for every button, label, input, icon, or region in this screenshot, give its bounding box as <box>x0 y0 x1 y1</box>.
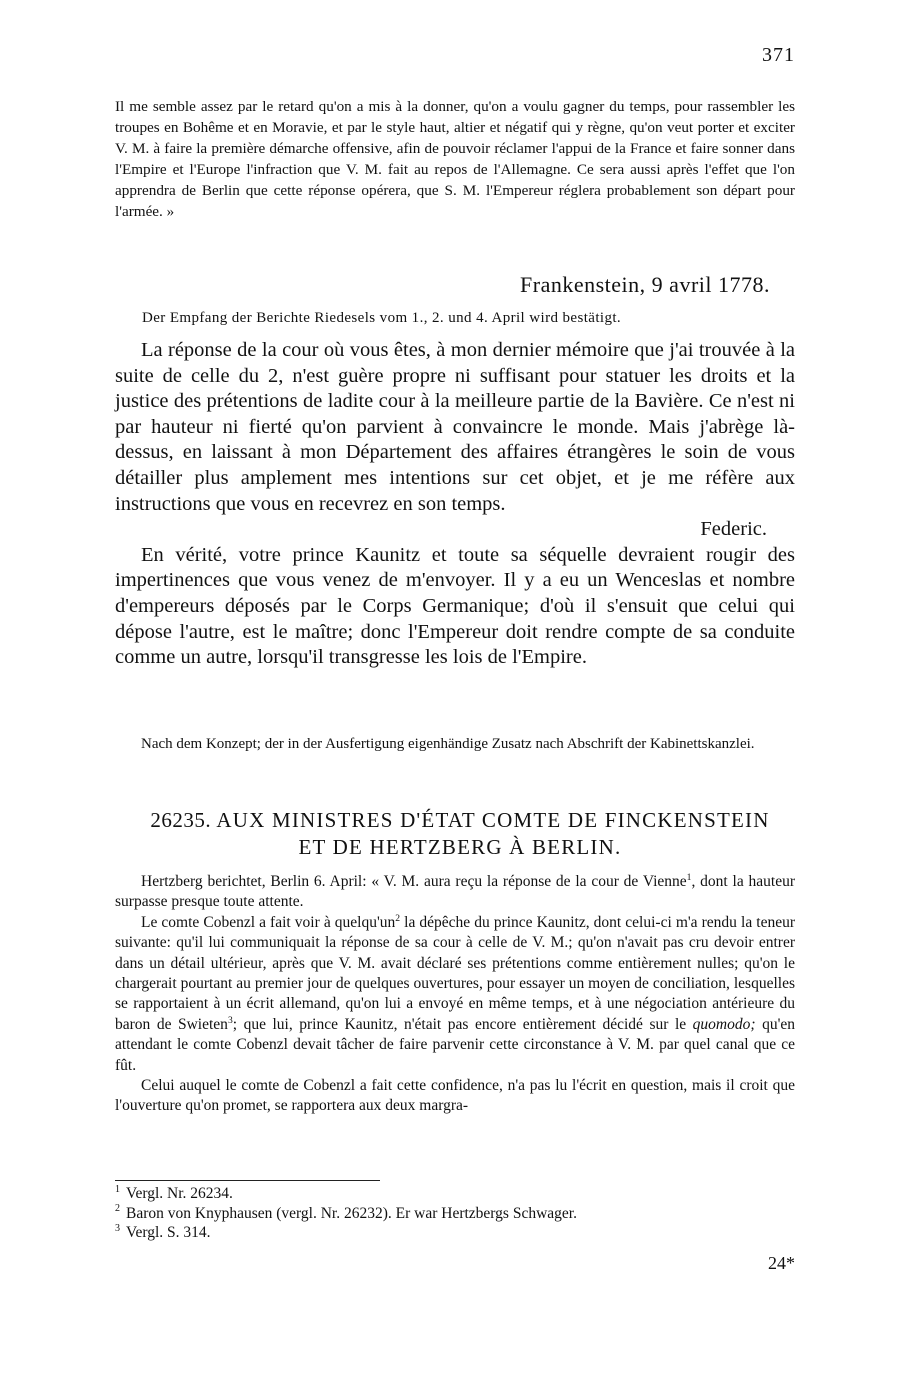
receipt-note: Der Empfang der Berichte Riedesels vom 1., 2. und 4. April wird bestätigt. <box>142 310 622 326</box>
footnote: $^1$ Vergl. Nr. 26234. <box>115 1183 233 1202</box>
footnote: $^2$ Baron von Knyphausen (vergl. Nr. 26232). Er war Hertzbergs Schwager. <box>115 1203 577 1222</box>
report-paragraph-3: Celui auquel le comte de Cobenzl a fait cette confidence, n'a pas lu l'écrit en question, mais il croit que l'ouverture qu'on promet, se rapportera aux deux margra- <box>115 1077 795 1115</box>
heading-title-line-1: AUX MINISTRES D'ÉTAT COMTE DE FINCKENSTEIN <box>216 808 770 832</box>
report-body <box>115 872 795 1117</box>
report-paragraph-1: Hertzberg berichtet, Berlin 6. April: « V. M. aura reçu la réponse de la cour de Vienne$^1$, dont la hauteur surpasse presque toute attente. <box>115 871 795 911</box>
footnote-ref-2: 2 <box>395 912 401 924</box>
page-number: 371 <box>762 44 795 66</box>
heading-title-line-2: ET DE HERTZBERG À BERLIN. <box>298 835 622 859</box>
signature: Federic. <box>700 518 767 541</box>
quote-paragraph: Il me semble assez par le retard qu'on a mis à la donner, qu'on a voulu gagner du temps, pour rassembler les troupes en Bohême et en Moravie, et par le style haut, altier et négatif qui y règne, qu'on veut porter et exciter V. M. à faire la première démarche offensive, afin de pouvoir réclamer l'appui de la France et faire sonner dans l'Empire et l'Europe l'infraction que V. M. fait au repos de l'Allemagne. Ce sera aussi après l'effet que l'on apprendra de Berlin que cette réponse opérera, que S. M. l'Empereur réglera probablement son départ pour l'armée. » <box>115 98 795 220</box>
source-note: Nach dem Konzept; der in der Ausfertigung eigenhändige Zusatz nach Abschrift der Kabinettskanzlei. <box>141 736 755 752</box>
letter-paragraph-2: En vérité, votre prince Kaunitz et toute sa séquelle devraient rougir des impertinences que vous venez de m'envoyer. Il y a eu un Wenceslas et nombre d'empereurs déposés par le Corps Germanique; d'où il s'ensuit que celui qui dépose l'autre, est le maître; donc l'Empereur doit rendre compte de sa conduite comme un autre, lorsqu'il transgresse les lois de l'Empire. <box>115 543 795 669</box>
document-number: 26235. <box>150 808 212 832</box>
footnotes <box>115 1184 577 1243</box>
footnote-ref-3: 3 <box>227 1014 233 1026</box>
footnote-ref-1: 1 <box>686 871 692 883</box>
report-paragraph-2: Le comte Cobenzl a fait voir à $quelqu'un^2$ la dépêche du prince Kaunitz, dont celui-ci m'a rendu la teneur suivante: qu'il lui communiquait la réponse de sa cour à celle de V. M.; qu'on n'avait pas cru devoir entrer dans un détail ultérieur, après que V. M. avait déclaré ses prétentions comme entièrement nulles; qu'on le chargerait pourtant au premier jour de quelques ouvertures, pour essayer un moyen de conciliation, lesquelles se rapportaient à un écrit allemand, qu'on lui a envoyé en même temps, et à une négociation antérieure du baron de Swieten$^3$; que lui, prince Kaunitz, n'était pas encore entièrement décidé sur le quomodo; qu'en attendant le comte Cobenzl devait tâcher de faire parvenir cette circonstance à V. M. par quel canal que ce fût. <box>115 912 796 1074</box>
dateline: Frankenstein, 9 avril 1778. <box>520 272 770 297</box>
letter-paragraph-1: La réponse de la cour où vous êtes, à mon dernier mémoire que j'ai trouvée à la suite de celle du 2, n'est guère propre ni suffisant pour statuer les droits et la justice des prétentions de ladite cour à la meilleure partie de la Bavière. Ce n'est ni par hauteur ni fierté qu'on parvient à convaincre le monde. Mais j'abrège là-dessus, en laissant à mon Département des affaires étrangères le soin de vous détailler plus amplement mes intentions sur cet objet, et je me réfère aux instructions que vous en recevrez en son temps. <box>115 339 795 515</box>
footnote-divider <box>115 1180 380 1181</box>
heading-line-1 <box>100 807 820 834</box>
letter-body <box>115 338 795 671</box>
footnote: $^3$ Vergl. S. 314. <box>115 1222 211 1241</box>
signature-mark: 24* <box>768 1253 795 1273</box>
document-heading <box>100 807 820 861</box>
